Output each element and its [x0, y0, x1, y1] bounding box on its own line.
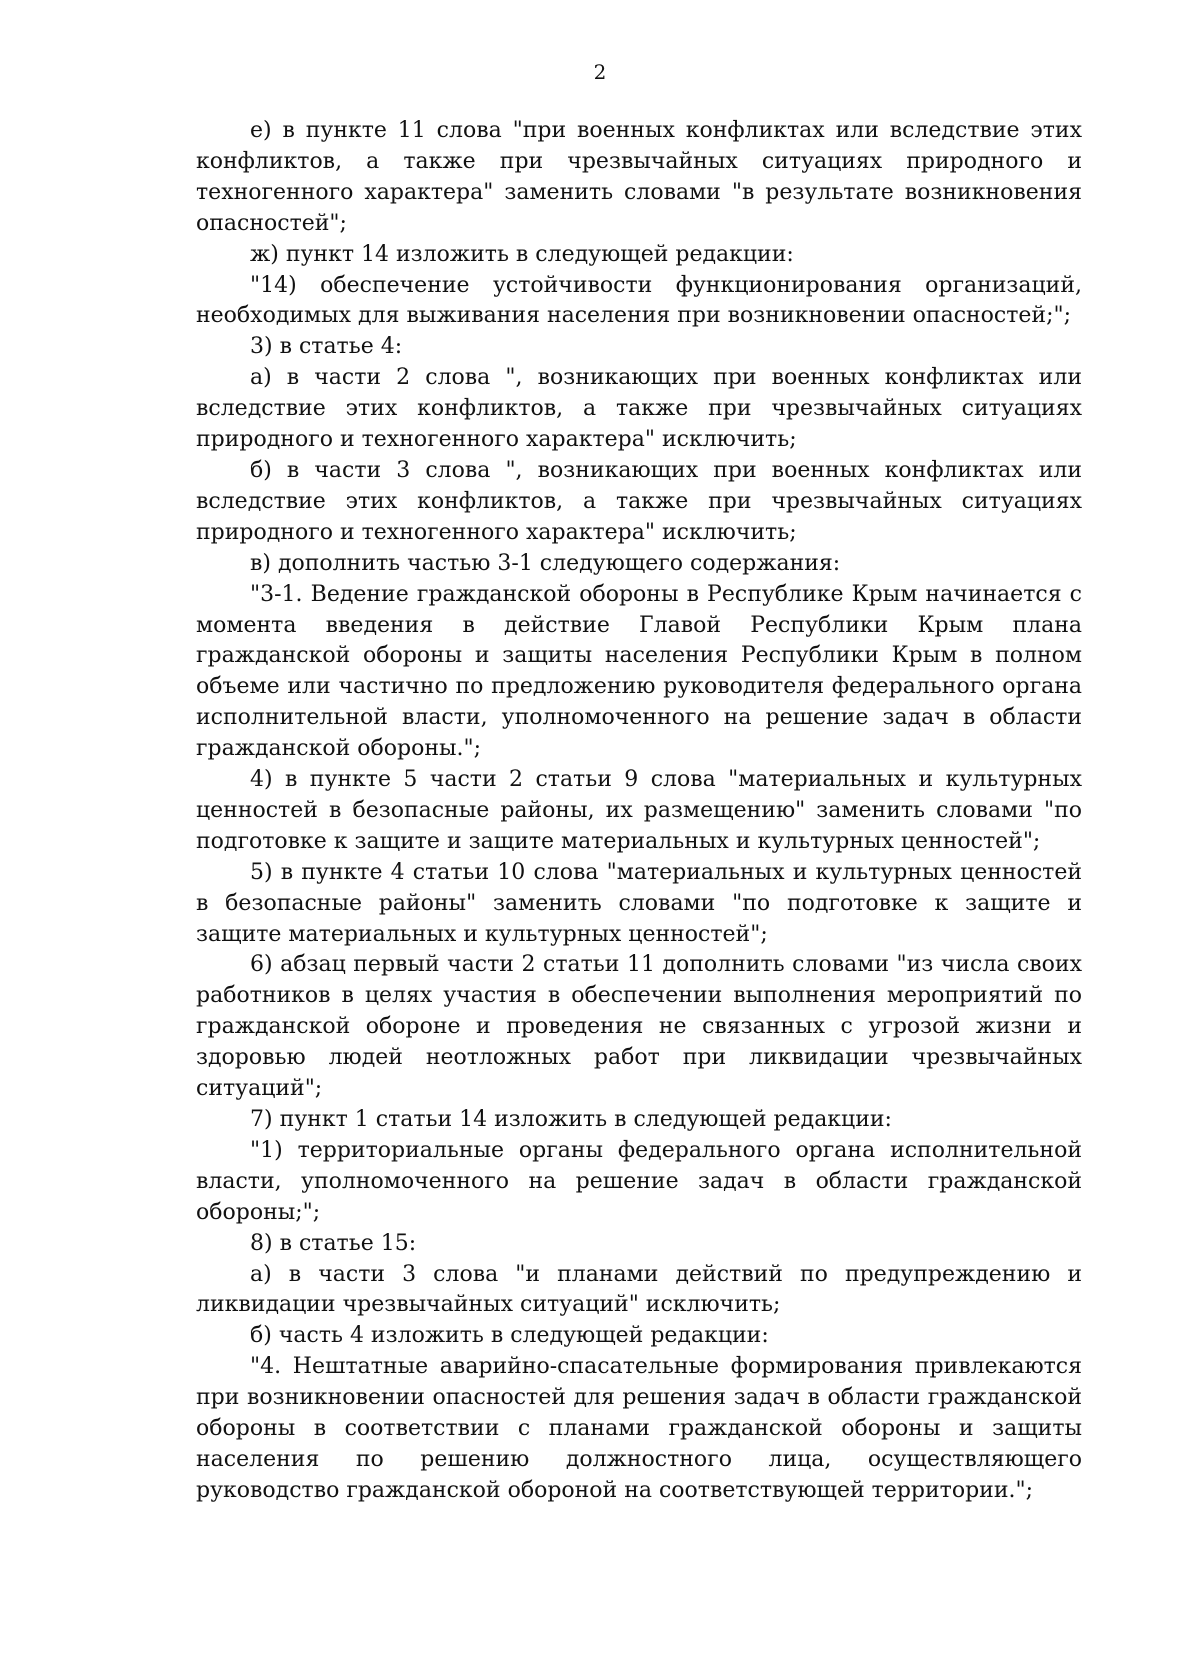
paragraph-item-6: 6) абзац первый части 2 статьи 11 дополнить словами "из числа своих работников в целях участия в обеспечении выполнения мероприятий по гражданской обороне и проведения не связанных с угрозой жизни и здоровью людей неотложных работ при ликвидации чрезвычайных ситуаций"; — [196, 952, 1082, 1102]
paragraph-item-4: 4) в пункте 5 части 2 статьи 9 слова "материальных и культурных ценностей в безопасные районы, их размещению" заменить словами "по подготовке к защите и защите материальных и культурных ценностей"; — [196, 767, 1082, 854]
paragraph-item-zh: ж) пункт 14 изложить в следующей редакции: — [250, 241, 794, 267]
paragraph-item-a-part-2: а) в части 2 слова ", возникающих при военных конфликтах или вследствие этих конфликтов, а также при чрезвычайных ситуациях природного и техногенного характера" исключить; — [196, 365, 1082, 453]
paragraph-item-a-part-3: а) в части 3 слова "и планами действий по предупреждению и ликвидации чрезвычайных ситуаций" исключить; — [196, 1261, 1082, 1318]
paragraph-item-8: 8) в статье 15: — [250, 1230, 417, 1256]
document-body — [196, 116, 1082, 1507]
paragraph-item-b-part-3: б) в части 3 слова ", возникающих при военных конфликтах или вследствие этих конфликтов, а также при чрезвычайных ситуациях природного и техногенного характера" исключить; — [196, 457, 1082, 545]
paragraph-item-b-part-4: б) часть 4 изложить в следующей редакции: — [250, 1323, 769, 1349]
paragraph-item-3: 3) в статье 4: — [250, 334, 403, 360]
paragraph-item-5: 5) в пункте 4 статьи 10 слова "материальных и культурных ценностей в безопасные районы" заменить словами "по подготовке к защите и защите материальных и культурных ценностей"; — [196, 859, 1082, 947]
page-number: 2 — [593, 60, 607, 84]
paragraph-item-e: е) в пункте 11 слова "при военных конфликтах или вследствие этих конфликтов, а также при чрезвычайных ситуациях природного и техногенного характера" заменить словами "в результате возникновения опасностей"; — [196, 118, 1082, 236]
paragraph-item-v: в) дополнить частью 3-1 следующего содержания: — [250, 550, 841, 576]
paragraph-quote-14: "14) обеспечение устойчивости функционирования организаций, необходимых для выживания населения при возникновении опасностей;"; — [196, 272, 1082, 329]
paragraph-quote-4: "4. Нештатные аварийно-спасательные формирования привлекаются при возникновении опасностей для решения задач в области гражданской обороны в соответствии с планами гражданской обороны и защиты населения по решению должностного лица, осуществляющего руководство гражданской обороной на соответствующей территории."; — [196, 1354, 1082, 1503]
paragraph-item-7: 7) пункт 1 статьи 14 изложить в следующей редакции: — [250, 1107, 892, 1132]
paragraph-quote-1: "1) территориальные органы федерального органа исполнительной власти, уполномоченного на решение задач в области гражданской обороны;"; — [196, 1137, 1082, 1225]
paragraph-quote-3-1: "3-1. Ведение гражданской обороны в Республике Крым начинается с момента введения в действие Главой Республики Крым плана гражданской обороны и защиты населения Республики Крым в полном объеме или частично по предложению руководителя федерального органа исполнительной власти, уполномоченного на решение задач в области гражданской обороны."; — [196, 581, 1082, 762]
